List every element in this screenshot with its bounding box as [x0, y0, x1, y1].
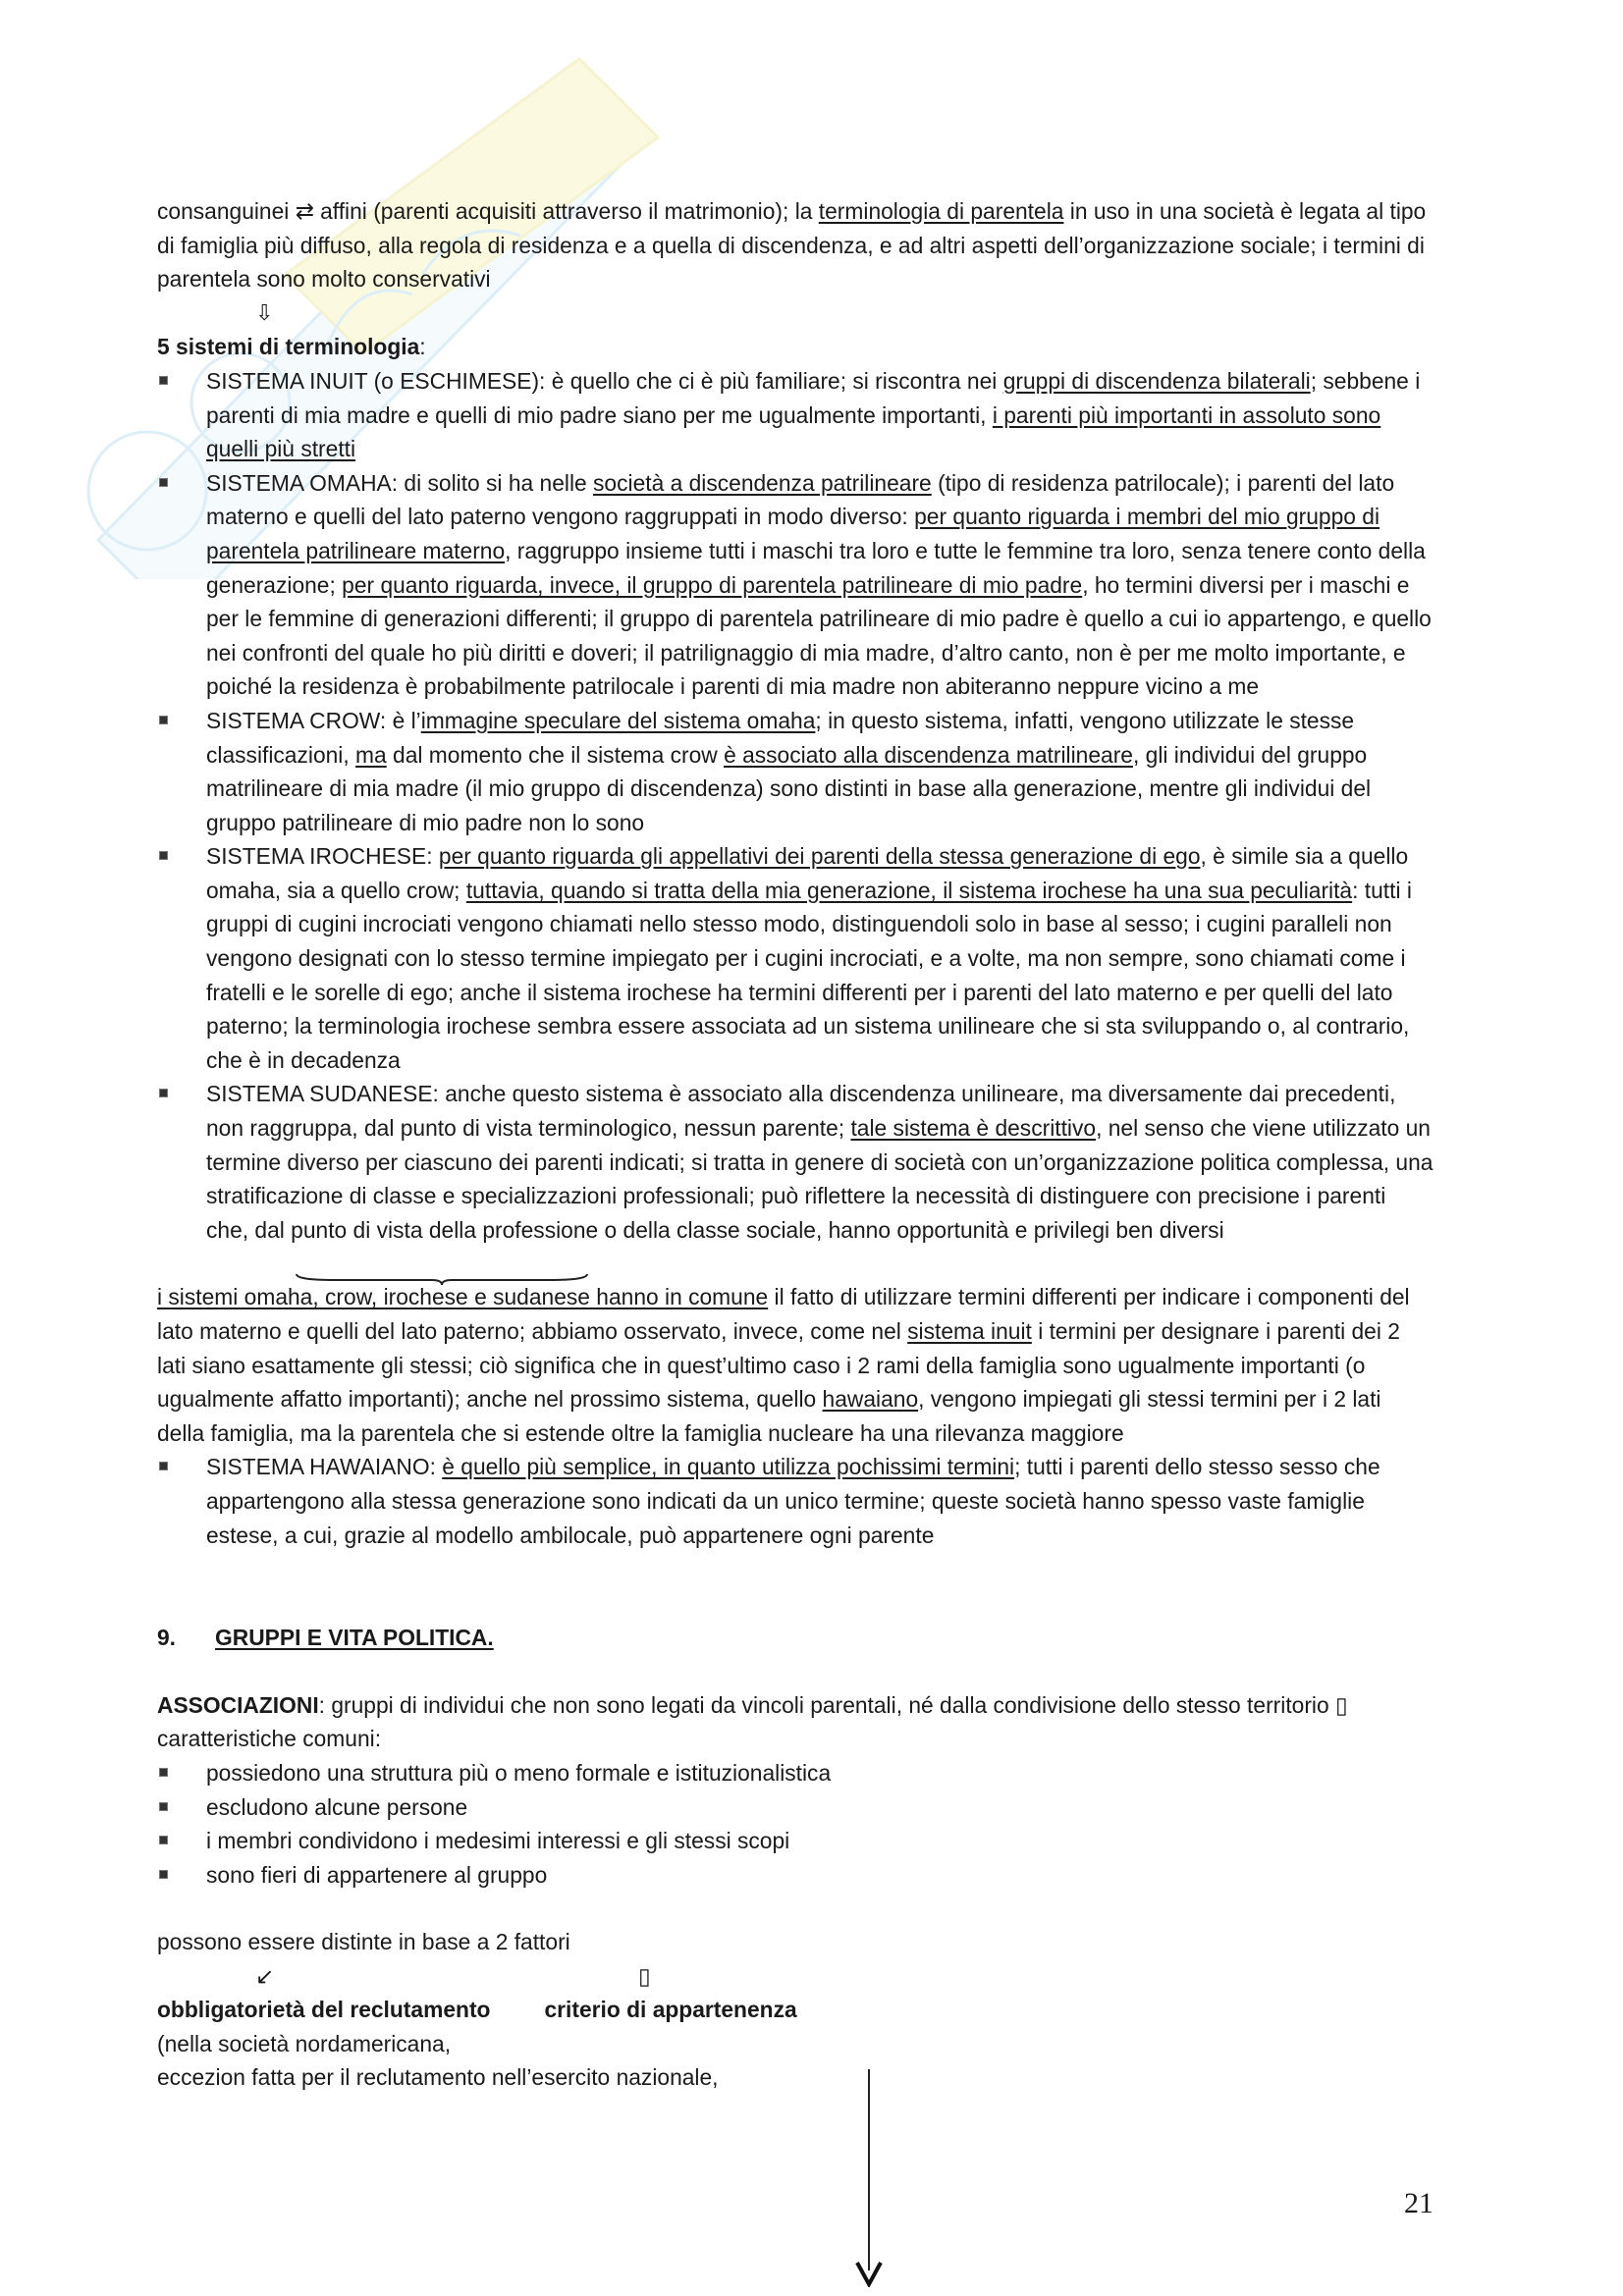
bullet-square-icon — [159, 851, 168, 860]
list-item: i membri condividono i medesimi interessi e gli stessi scopi — [157, 1824, 1434, 1858]
fattori-columns — [157, 1993, 1434, 2027]
sistemi-heading: 5 sistemi di terminologia: — [157, 334, 426, 360]
comune-paragraph: i sistemi omaha, crow, irochese e sudanese hanno in comune il fatto di utilizzare termini differenti per indicare i componenti del lato materno e quelli del lato paterno; abbiamo osservato, invece, come nel sistema inuit i termini per designare i parenti dei 2 lati siano esattamente gli stessi; ciò significa che in quest’ultimo caso i 2 rami della famiglia sono ugualmente importanti (o ugualmente affatto importanti); anche nel prossimo sistema, quello hawaiano, vengono impiegati gli stessi termini per i 2 lati della famiglia, ma la parentela che si estende oltre la famiglia nucleare ha una rilevanza maggiore — [157, 1280, 1434, 1450]
document-body — [157, 194, 1434, 2095]
fattori-note-2: eccezion fatta per il reclutamento nell’esercito nazionale, — [157, 2064, 719, 2091]
fork-arrows — [157, 1959, 1434, 1993]
bullet-square-icon — [159, 478, 168, 487]
section-heading — [157, 1621, 1434, 1655]
bullet-irochese: SISTEMA IROCHESE: per quanto riguarda gli appellativi dei parenti della stessa generazione di ego, è simile sia a quello omaha, sia a quello crow; tuttavia, quando si tratta della mia generazione, il sistema irochese ha una sua peculiarità: tutti i gruppi di cugini incrociati vengono chiamati nello stesso modo, distinguendoli solo in base al sesso; i cugini paralleli non vengono designati con lo stesso termine impiegato per i cugini incrociati, e a volte, ma non sempre, sono chiamati come i fratelli e le sorelle di ego; anche il sistema irochese ha termini differenti per i parenti del lato materno e per quelli del lato paterno; la terminologia irochese sembra essere associata ad un sistema unilineare che si sta sviluppando o, al contrario, che è in decadenza — [157, 839, 1434, 1077]
bullet-square-icon — [159, 1802, 168, 1811]
section-title: GRUPPI E VITA POLITICA. — [215, 1625, 494, 1651]
bullet-square-icon — [159, 1768, 168, 1777]
bullet-square-icon — [159, 1870, 168, 1879]
arrow-glyph-icon: ▯ — [1335, 1691, 1348, 1718]
bullet-inuit: SISTEMA INUIT (o ESCHIMESE): è quello che ci è più familiare; si riscontra nei gruppi di discendenza bilaterali; sebbene i parenti di mia madre e quelli di mio padre siano per me ugualmente importanti, i parenti più importanti in assoluto sono quelli più stretti — [157, 364, 1434, 466]
page-number: 21 — [1404, 2187, 1434, 2219]
fattori-note-1: (nella società nordamericana, — [157, 2030, 452, 2056]
bullet-square-icon — [159, 1462, 168, 1470]
bullet-crow: SISTEMA CROW: è l’immagine speculare del sistema omaha; in questo sistema, infatti, vengono utilizzate le stesse classificazioni, ma dal momento che il sistema crow è associato alla discendenza matrilineare, gli individui del gruppo matrilineare di mia madre (il mio gruppo di discendenza) sono distinti in base alla generazione, mentre gli individui del gruppo patrilineare di mio padre non lo sono — [157, 704, 1434, 839]
arrow-head-down-icon — [854, 2258, 884, 2287]
list-item: sono fieri di appartenere al gruppo — [157, 1858, 1434, 1893]
bullet-hawaiano: SISTEMA HAWAIANO: è quello più semplice, in quanto utilizza pochissimi termini; tutti i parenti dello stesso sesso che appartengono alla stessa generazione sono indicati da un unico termine; queste società hanno spesso vaste famiglie estese, a cui, grazie al modello ambilocale, può appartenere ogni parente — [157, 1450, 1434, 1552]
fattori-intro: possono essere distinte in base a 2 fattori — [157, 1929, 570, 1955]
bullet-square-icon — [159, 376, 168, 385]
bullet-omaha: SISTEMA OMAHA: di solito si ha nelle società a discendenza patrilineare (tipo di residenza patrilocale); i parenti del lato materno e quelli del lato paterno vengono raggruppati in modo diverso: per quanto riguarda i membri del mio gruppo di parentela patrilineare materno, raggruppo insieme tutti i maschi tra loro e tutte le femmine tra loro, senza tenere conto della generazione; per quanto riguarda, invece, il gruppo di parentela patrilineare di mio padre, ho termini diversi per i maschi e per le femmine di generazioni differenti; il gruppo di parentela patrilineare di mio padre è quello a cui io appartengo, e quello nei confronti del quale ho più diritti e doveri; il patrilignaggio di mia madre, d’altro canto, non è per me molto importante, e poiché la residenza è probabilmente patrilocale i parenti di mia madre non abiteranno neppure vicino a me — [157, 466, 1434, 704]
bullet-square-icon — [159, 1089, 168, 1097]
intro-paragraph: consanguinei ⇄ affini (parenti acquisiti attraverso il matrimonio); la terminologia di parentela in uso in una società è legata al tipo di famiglia più diffuso, alla regola di residenza e a quella di discendenza, e ad altri aspetti dell’organizzazione sociale; i termini di parentela sono molto conservativi — [157, 198, 1427, 293]
fattore-appartenenza: criterio di appartenenza — [544, 1996, 797, 2022]
fattore-obbligatorieta: obbligatorietà del reclutamento — [157, 1996, 491, 2022]
list-item: escludono alcune persone — [157, 1790, 1434, 1825]
bullet-square-icon — [159, 716, 168, 724]
down-arrow-icon: ⇩ — [255, 299, 274, 325]
vertical-arrow-line — [868, 2069, 870, 2270]
list-item: possiedono una struttura più o meno formale e istituzionalistica — [157, 1756, 1434, 1790]
associazioni-definition: ASSOCIAZIONI: gruppi di individui che non sono legati da vincoli parentali, né dalla condivisione dello stesso territorio ▯ caratteristiche comuni: — [157, 1691, 1348, 1752]
bullet-square-icon — [159, 1836, 168, 1844]
arrow-down-left-icon: ↙ — [255, 1962, 275, 1989]
section-number: 9. — [157, 1625, 177, 1651]
arrow-down-right-icon: ▯ — [638, 1962, 651, 1989]
brace-icon — [295, 1272, 589, 1286]
bullet-sudanese: SISTEMA SUDANESE: anche questo sistema è associato alla discendenza unilineare, ma diversamente dai precedenti, non raggruppa, dal punto di vista terminologico, nessun parente; tale sistema è descrittivo, nel senso che viene utilizzato un termine diverso per ciascuno dei parenti indicati; si tratta in genere di società con un’organizzazione politica complessa, una stratificazione di classe e specializzazioni professionali; può riflettere la necessità di distinguere con precisione i parenti che, dal punto di vista della professione o della classe sociale, hanno opportunità e privilegi ben diversi — [157, 1077, 1434, 1247]
